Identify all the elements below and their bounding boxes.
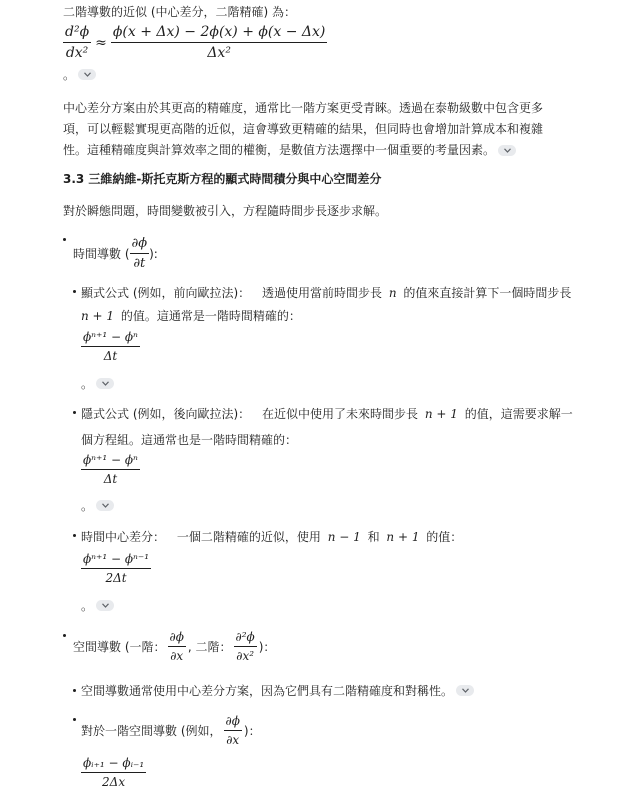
intro-line: 二階導數的近似 (中心差分，二階精確) 為： bbox=[63, 5, 296, 19]
rhs-fraction: $\frac{\phi(x + \Delta x) - 2\phi(x) + \phi(x - \Delta x)}{\text{Δx²}}$ bbox=[112, 24, 326, 61]
expand-chevron-button[interactable] bbox=[96, 500, 114, 511]
bullet-dot bbox=[73, 689, 76, 692]
section-intro: 對於瞬態問題，時間變數被引入，方程隨時間步長逐步求解。 bbox=[63, 204, 388, 218]
time-derivative-heading: 時間導數 ( $\frac{\partial\phi}{\partial t}$ ): bbox=[73, 236, 158, 271]
space-derivative-heading: 空間導數 (一階： $\frac{\partial\phi}{\partial x}$ , 二階： $\frac{\text{∂²ϕ}}{\text{∂x²}}$ )： bbox=[73, 630, 276, 663]
eq1-period-row: 。 bbox=[63, 66, 96, 83]
explicit-formula-fraction: $\frac{\text{ϕⁿ⁺¹ − ϕⁿ}}{\Delta t}$ bbox=[83, 330, 138, 363]
first-order-space-fraction: $\frac{\text{ϕᵢ₊₁ − ϕᵢ₋₁}}{2\Delta x}$ bbox=[83, 756, 145, 789]
expand-chevron-button[interactable] bbox=[78, 69, 96, 80]
bullet-dot bbox=[73, 534, 76, 537]
paragraph-central-difference: 中心差分方案由於其更高的精確度，通常比一階方案更受青睞。透過在泰勒級數中包含更多 項，可以輕鬆實現更高階的近似，這會導致更精確的結果，但同時也會增加計算成本和複雜 性。這種精確度與計算效率之間的權衡，是數值方法選擇中一個重要的考量因素。 bbox=[63, 101, 544, 157]
expand-chevron-button[interactable] bbox=[96, 600, 114, 611]
bullet-dot bbox=[73, 290, 76, 293]
time-central-fraction: $\frac{\text{ϕⁿ⁺¹ − ϕⁿ⁻¹}}{2\Delta t}$ bbox=[83, 552, 150, 585]
chevron-down-icon bbox=[102, 603, 109, 608]
chevron-down-icon bbox=[504, 148, 511, 153]
space-central-item: 空間導數通常使用中心差分方案，因為它們具有二階精確度和對稱性。 bbox=[81, 682, 474, 699]
time-central-difference-item: 時間中心差分： 一個二階精確的近似，使用 n − 1 和 n + 1 的值： bbox=[81, 530, 463, 544]
bullet-dot bbox=[73, 411, 76, 414]
chevron-down-icon bbox=[102, 503, 109, 508]
expand-chevron-button[interactable] bbox=[498, 145, 516, 156]
implicit-formula-item: 隱式公式 (例如，後向歐拉法)： 在近似中使用了未來時間步長 n + 1 的值，這需要求解一 bbox=[81, 407, 573, 421]
chevron-down-icon bbox=[102, 381, 109, 386]
bullet-dot bbox=[63, 238, 66, 241]
expand-chevron-button[interactable] bbox=[456, 685, 474, 696]
explicit-formula-item: 顯式公式 (例如，前向歐拉法)： 透過使用當前時間步長 n 的值來直接計算下一個時間步長 bbox=[81, 286, 572, 300]
bullet-dot bbox=[73, 718, 76, 721]
expand-chevron-button[interactable] bbox=[96, 378, 114, 389]
first-order-space-item: 對於一階空間導數 (例如， $\frac{\partial\phi}{\partial x}$ )： bbox=[81, 714, 261, 747]
equation-second-derivative bbox=[63, 24, 327, 61]
chevron-down-icon bbox=[462, 688, 469, 693]
implicit-formula-fraction: $\frac{\text{ϕⁿ⁺¹ − ϕⁿ}}{\Delta t}$ bbox=[83, 453, 138, 486]
approx-symbol: ≈ bbox=[95, 34, 107, 51]
chevron-down-icon bbox=[84, 72, 91, 77]
section-heading: 3.3 三維納維-斯托克斯方程的顯式時間積分與中心空間差分 bbox=[63, 172, 382, 186]
bullet-dot bbox=[63, 634, 66, 637]
lhs-fraction: $\frac{\text{d²ϕ}}{\text{dx²}}$ bbox=[65, 24, 90, 61]
